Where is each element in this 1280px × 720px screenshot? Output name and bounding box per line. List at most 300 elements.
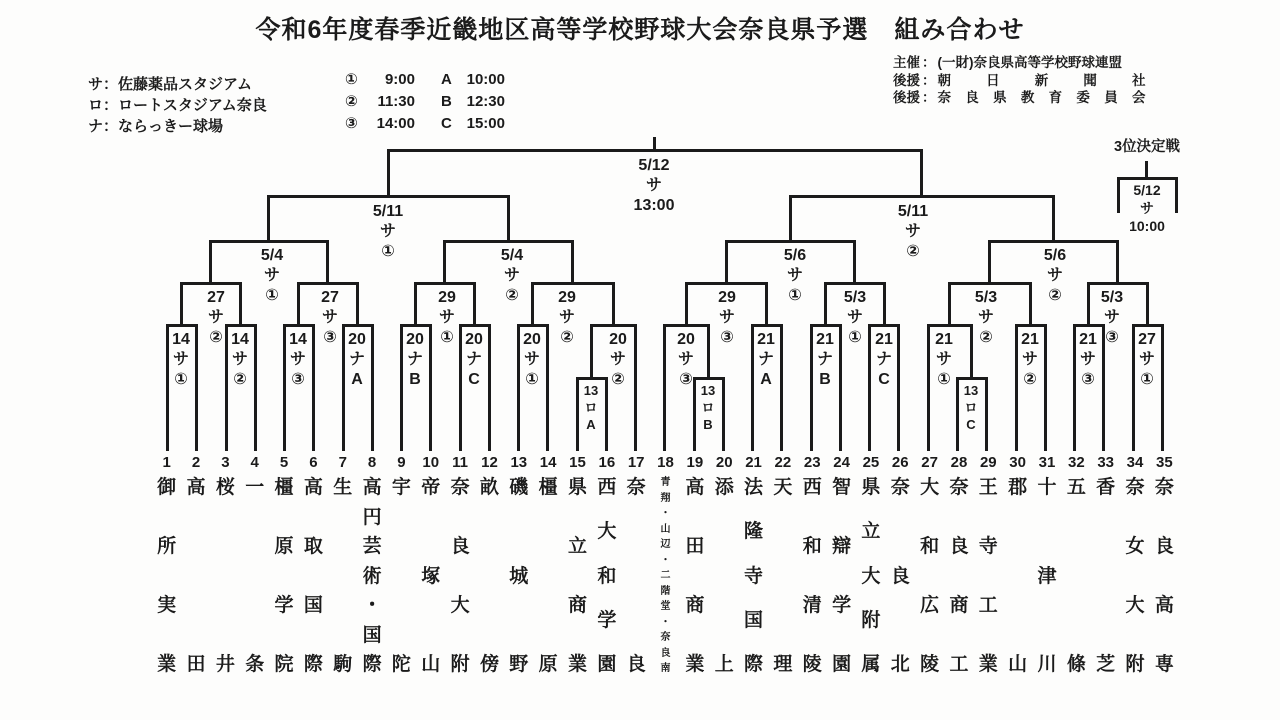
team-column — [592, 452, 621, 674]
game-slot-time: 10:00 — [466, 71, 505, 88]
team-name-char: 西 — [802, 477, 822, 498]
team-name-char: 帝 — [421, 477, 441, 498]
team-name — [661, 478, 671, 674]
match-label-M4 — [348, 330, 366, 390]
match-label-line: ① — [174, 371, 188, 388]
game-slot-number: ② — [345, 93, 358, 110]
game-slot-time: 15:00 — [466, 115, 505, 132]
bracket-line — [571, 240, 574, 284]
organizer-value-char: 育 — [1048, 90, 1063, 105]
team-name-char: ・ — [362, 595, 382, 616]
team-column — [768, 452, 797, 674]
team-column — [1150, 452, 1179, 674]
team-name — [539, 478, 558, 674]
bracket-line — [531, 282, 534, 326]
bracket-line — [517, 324, 520, 451]
team-column — [622, 452, 651, 674]
bracket-line — [443, 240, 446, 284]
match-label-line: サ — [718, 309, 736, 326]
team-name-char: 御 — [157, 477, 177, 498]
match-label-line: サ — [523, 351, 541, 368]
match-label-line: 5/12 — [1133, 182, 1161, 198]
bracket-line — [209, 240, 212, 284]
team-number: 1 — [162, 454, 171, 471]
bracket-line — [1116, 240, 1119, 284]
team-name-char: 県 — [567, 477, 587, 498]
team-name-char: 際 — [303, 654, 323, 675]
team-number: 5 — [279, 454, 289, 471]
bracket-line — [765, 282, 768, 326]
team-name-char: 奈 — [949, 477, 969, 498]
team-name-char: 取 — [303, 536, 323, 557]
bracket-line — [488, 324, 491, 451]
match-label-line: 5/6 — [1043, 247, 1067, 264]
match-label-line: 13 — [963, 383, 979, 398]
team-name-char: 園 — [832, 654, 852, 675]
match-label-QF4 — [1044, 246, 1066, 306]
page-title: 令和6年度春季近畿地区高等学校野球大会奈良県予選 組み合わせ — [255, 16, 1025, 44]
team-name-char: 条 — [245, 654, 265, 675]
bracket-line — [297, 282, 300, 326]
team-name-char: 和 — [597, 565, 617, 587]
team-column — [1091, 452, 1120, 674]
match-label-line: 29 — [438, 289, 456, 306]
game-slot-time: 12:30 — [466, 93, 505, 110]
match-label-R4 — [558, 288, 576, 348]
match-label-line: ③ — [291, 371, 305, 388]
venue-legend-row: サ：佐藤薬品スタジアム — [88, 76, 252, 93]
match-label-line: ナ — [875, 351, 893, 368]
team-name-char: 高 — [1154, 595, 1174, 616]
team-name-char: 隆 — [744, 521, 764, 543]
team-name-char: 桜 — [215, 477, 235, 498]
team-name-char: 属 — [861, 654, 881, 675]
team-name-char: 駒 — [333, 654, 353, 675]
match-label-line: サ — [786, 267, 803, 284]
team-number: 15 — [569, 454, 586, 471]
team-name-char: 山 — [1008, 654, 1028, 675]
team-name — [216, 478, 235, 674]
organizer-value-char: 日 — [986, 72, 1000, 88]
game-slot-letter: C — [441, 115, 452, 132]
match-label-line: A — [586, 417, 596, 432]
bracket-line — [751, 324, 754, 451]
match-label-QF1 — [261, 246, 283, 306]
match-label-line: ② — [611, 371, 625, 388]
bracket-line — [605, 377, 608, 451]
match-label-line: ロ — [584, 400, 598, 415]
team-name-char: 五 — [1066, 477, 1086, 498]
team-number: 8 — [367, 454, 377, 471]
team-name-char: 良 — [949, 536, 969, 557]
team-name-char: 工 — [949, 654, 969, 675]
team-name-char: 寺 — [744, 565, 764, 587]
match-label-line: ナ — [757, 351, 775, 368]
match-label-R7 — [975, 288, 997, 348]
team-number: 11 — [452, 454, 469, 471]
team-name-char: 山 — [660, 523, 671, 535]
organizer-value-char: 員 — [1104, 90, 1118, 105]
team-name-char: 城 — [509, 565, 529, 587]
match-label-R3 — [438, 288, 456, 348]
organizer-row — [893, 89, 1146, 107]
match-label-line: ② — [979, 329, 993, 346]
team-name-char: 田 — [186, 654, 206, 675]
team-name-char: 大 — [597, 521, 617, 543]
match-label-M8 — [609, 330, 627, 390]
match-label-line: C — [878, 371, 890, 388]
team-name-char: 学 — [597, 609, 617, 631]
game-slot-time: 11:30 — [377, 93, 415, 110]
team-column — [211, 452, 240, 674]
match-label-line: 5/4 — [260, 247, 284, 264]
team-name-char: 辺 — [660, 539, 671, 550]
team-name — [744, 478, 763, 674]
team-name-char: 業 — [685, 654, 705, 675]
match-label-line: ③ — [323, 329, 337, 346]
team-name-char: 学 — [274, 595, 294, 616]
team-name-char: 附 — [861, 609, 881, 631]
team-name-char: 高 — [186, 477, 206, 498]
team-name — [773, 478, 792, 674]
match-label-line: サ — [289, 351, 307, 368]
team-name — [891, 478, 910, 674]
team-name-char: 橿 — [538, 477, 558, 498]
team-name — [949, 478, 968, 674]
match-label-line: 5/3 — [843, 289, 867, 306]
team-name-char: 附 — [450, 654, 470, 675]
match-label-line: 5/6 — [783, 247, 807, 264]
team-name-char: 一 — [245, 477, 265, 498]
venue-legend — [88, 74, 267, 137]
team-name-char: 広 — [920, 595, 940, 616]
match-label-R2 — [321, 288, 339, 348]
team-number: 33 — [1097, 454, 1115, 471]
match-label-T3 — [1129, 181, 1165, 235]
match-label-line: 13 — [700, 383, 716, 398]
match-label-M14 — [1021, 330, 1039, 390]
team-name-char: 西 — [597, 477, 617, 498]
match-label-line: サ — [1021, 351, 1039, 368]
team-name-char: 専 — [1154, 654, 1174, 675]
organizer-value — [938, 89, 1146, 107]
team-name-char: 立 — [861, 521, 881, 543]
team-name-char: 県 — [861, 477, 881, 498]
match-label-QF3 — [784, 246, 806, 306]
team-column — [1003, 452, 1032, 674]
venue-legend-row: ロ：ロートスタジアム奈良 — [88, 97, 267, 114]
match-label-line: 5/12 — [638, 157, 670, 174]
team-name-char: 奈 — [1154, 477, 1174, 498]
team-name-char: 良 — [1154, 536, 1174, 557]
bracket-line — [180, 282, 183, 326]
match-label-line: サ — [263, 267, 280, 284]
team-name — [1067, 478, 1086, 674]
team-name — [304, 478, 323, 674]
match-label-line: サ — [321, 309, 339, 326]
team-name-char: 実 — [157, 595, 177, 616]
team-number: 20 — [715, 454, 733, 471]
team-list — [152, 452, 1179, 674]
team-name-char: 商 — [567, 595, 587, 616]
match-label-line: サ — [438, 309, 456, 326]
bracket-line — [985, 377, 988, 451]
team-column — [416, 452, 445, 674]
match-label-line: 20 — [523, 331, 541, 348]
team-name-char: 附 — [1125, 654, 1145, 675]
bracket-line — [1052, 195, 1055, 242]
match-label-line: 5/3 — [1100, 289, 1124, 306]
match-label-line: サ — [977, 309, 994, 326]
team-name-char: 階 — [660, 585, 671, 597]
team-column — [710, 452, 739, 674]
team-column — [680, 452, 709, 674]
team-name — [157, 478, 176, 674]
team-name-char: 陀 — [391, 654, 411, 675]
bracket-line — [371, 324, 374, 451]
match-label-line: A — [760, 371, 772, 388]
team-number: 9 — [397, 454, 406, 471]
team-column — [1062, 452, 1091, 674]
team-name-char: 奈 — [890, 477, 910, 498]
team-name-char: 際 — [362, 654, 382, 675]
organizer-value: (一財)奈良県高等学校野球連盟 — [937, 55, 1122, 70]
match-label-line: 29 — [718, 289, 736, 306]
bracket-line — [927, 324, 930, 451]
game-slot-number: ① — [345, 71, 358, 88]
bracket-line — [414, 282, 417, 326]
team-name — [803, 478, 822, 674]
organizer-label: 主催 — [893, 55, 920, 70]
bracket-line — [166, 324, 169, 451]
organizer-value-char: 聞 — [1083, 72, 1097, 88]
bracket-line — [956, 377, 959, 451]
match-label-line: ③ — [720, 329, 734, 346]
bracket-line — [342, 324, 345, 451]
team-name — [597, 478, 616, 674]
team-number: 32 — [1067, 454, 1085, 471]
match-label-line: 5/11 — [897, 203, 929, 220]
match-label-line: 21 — [816, 331, 834, 348]
bracket-line — [1145, 161, 1148, 179]
team-number: 13 — [510, 454, 528, 471]
team-name-char: 立 — [567, 536, 587, 557]
team-name-char: 翔 — [660, 492, 671, 504]
team-number: 25 — [862, 454, 880, 471]
team-number: 12 — [481, 454, 498, 471]
bracket-line — [1029, 282, 1032, 326]
match-label-R5 — [718, 288, 736, 348]
team-column — [739, 452, 768, 674]
team-name-char: 郡 — [1008, 477, 1028, 498]
team-number: 14 — [539, 454, 557, 471]
match-label-line: 21 — [1021, 331, 1039, 348]
bracket-line — [590, 324, 593, 379]
team-name-char: 寺 — [978, 536, 998, 557]
team-name-char: 商 — [685, 595, 705, 616]
team-column — [328, 452, 357, 674]
team-name — [979, 478, 998, 674]
team-name — [627, 478, 646, 674]
team-number: 7 — [338, 454, 347, 471]
bracket-line — [283, 324, 286, 451]
team-column — [974, 452, 1003, 674]
team-name-char: ・ — [660, 616, 671, 628]
team-name-char: 堂 — [660, 601, 671, 612]
team-name-char: 智 — [832, 477, 852, 498]
team-name-char: 和 — [920, 536, 940, 557]
team-column — [475, 452, 504, 674]
match-label-line: ② — [209, 329, 223, 346]
team-column — [651, 452, 680, 674]
match-label-line: サ — [207, 309, 225, 326]
bracket-line — [1161, 324, 1164, 451]
bracket-line — [1044, 324, 1047, 451]
time-legend-row — [345, 113, 505, 135]
match-label-line: 14 — [289, 331, 307, 348]
match-label-line: ① — [525, 371, 539, 388]
team-name-char: 野 — [509, 654, 529, 675]
team-name — [1037, 478, 1056, 674]
bracket-line — [948, 282, 951, 326]
match-label-line: 27 — [1138, 331, 1156, 348]
team-number: 17 — [627, 454, 645, 471]
team-column — [1032, 452, 1061, 674]
team-name — [480, 478, 499, 674]
match-label-line: ロ — [964, 400, 978, 415]
team-name-char: 院 — [274, 654, 294, 675]
team-name-char: 磯 — [509, 477, 529, 498]
team-number: 35 — [1156, 454, 1173, 471]
match-label-R1 — [207, 288, 225, 348]
organizer-value-char: 社 — [1132, 72, 1146, 88]
bracket-line — [1073, 324, 1076, 451]
team-column — [798, 452, 827, 674]
match-label-line: ナ — [465, 351, 483, 368]
team-column — [299, 452, 328, 674]
organizer-value-char: 教 — [1020, 90, 1035, 105]
team-name-char: 和 — [802, 536, 822, 557]
team-name-char: 田 — [685, 536, 705, 557]
match-label-line: 21 — [1079, 331, 1097, 348]
match-label-line: サ — [1140, 200, 1154, 216]
organizer-colon: ： — [922, 72, 936, 88]
bracket-line — [387, 149, 390, 197]
organizer-colon: ： — [922, 90, 936, 105]
match-label-line: ロ — [701, 400, 715, 415]
team-name-char: 良 — [660, 647, 671, 659]
match-label-line: ② — [1023, 371, 1037, 388]
match-label-line: サ — [172, 351, 190, 368]
team-name-char: ・ — [660, 554, 671, 566]
match-label-line: サ — [503, 267, 520, 284]
match-label-line: 20 — [465, 331, 483, 348]
game-slot-letter: B — [441, 93, 452, 110]
team-number: 31 — [1038, 454, 1056, 471]
bracket-line — [810, 324, 813, 451]
team-name — [568, 478, 587, 674]
match-label-line: ナ — [348, 351, 366, 368]
match-label-M1 — [172, 330, 190, 390]
team-name-char: 二 — [660, 570, 671, 581]
team-column — [886, 452, 915, 674]
bracket-line — [576, 377, 579, 451]
organizer-value-char: 奈 — [937, 90, 951, 105]
match-label-line: 21 — [757, 331, 775, 348]
team-number: 29 — [979, 454, 997, 471]
team-name-char: 川 — [1037, 654, 1057, 675]
match-label-M11 — [816, 330, 834, 390]
bracket-line — [868, 324, 871, 451]
team-name — [245, 478, 264, 674]
team-name-char: 十 — [1037, 477, 1057, 498]
team-name-char: 高 — [685, 477, 705, 498]
match-label-line: ③ — [1105, 329, 1119, 346]
team-name-char: 際 — [744, 654, 764, 675]
organizer-value-char: 新 — [1034, 72, 1049, 88]
match-label-M13 — [935, 330, 953, 390]
match-label-line: B — [819, 371, 831, 388]
team-number: 19 — [686, 454, 704, 471]
bracket-line — [789, 195, 792, 242]
match-label-SF1 — [373, 202, 403, 262]
team-name-char: 塚 — [421, 565, 441, 587]
bracket-line — [473, 282, 476, 326]
bracket-line — [883, 282, 886, 326]
team-column — [915, 452, 944, 674]
match-label-line: 14 — [231, 331, 249, 348]
team-name-char: 円 — [362, 506, 382, 528]
bracket-line — [920, 149, 923, 197]
team-name-char: 女 — [1125, 536, 1145, 557]
match-label-line: 13:00 — [633, 197, 675, 214]
team-name — [451, 478, 470, 674]
team-column — [1120, 452, 1149, 674]
match-label-line: 20 — [348, 331, 366, 348]
team-column — [387, 452, 416, 674]
team-name-char: 芝 — [1096, 654, 1116, 675]
team-name-char: 国 — [303, 595, 323, 616]
team-name-char: 宇 — [391, 477, 411, 498]
match-label-line: ② — [560, 329, 574, 346]
bracket-line — [1132, 324, 1135, 451]
team-name-char: 業 — [567, 654, 587, 675]
team-name-char: 傍 — [479, 654, 499, 675]
team-name-char: 高 — [362, 477, 382, 498]
team-name-char: 生 — [333, 477, 353, 498]
organizer-value-char: 県 — [993, 90, 1007, 105]
team-name-char: 青 — [660, 477, 671, 488]
team-name-char: 井 — [215, 654, 235, 675]
match-label-line: 20 — [406, 331, 424, 348]
team-name-char: 陵 — [802, 654, 822, 675]
match-label-line: サ — [1103, 309, 1120, 326]
team-name-char: 工 — [978, 595, 998, 616]
team-name-char: 辯 — [832, 536, 852, 557]
match-label-line: サ — [231, 351, 249, 368]
match-label-line: 27 — [321, 289, 339, 306]
match-label-line: 27 — [207, 289, 225, 306]
team-name — [275, 478, 294, 674]
bracket-line — [612, 282, 615, 326]
bracket-line — [239, 282, 242, 326]
team-name-char: 上 — [714, 654, 734, 675]
team-name-char: 芸 — [362, 536, 382, 557]
match-label-line: サ — [1046, 267, 1063, 284]
team-name-char: 北 — [890, 654, 910, 675]
team-column — [856, 452, 885, 674]
team-name-char: 業 — [157, 654, 177, 675]
